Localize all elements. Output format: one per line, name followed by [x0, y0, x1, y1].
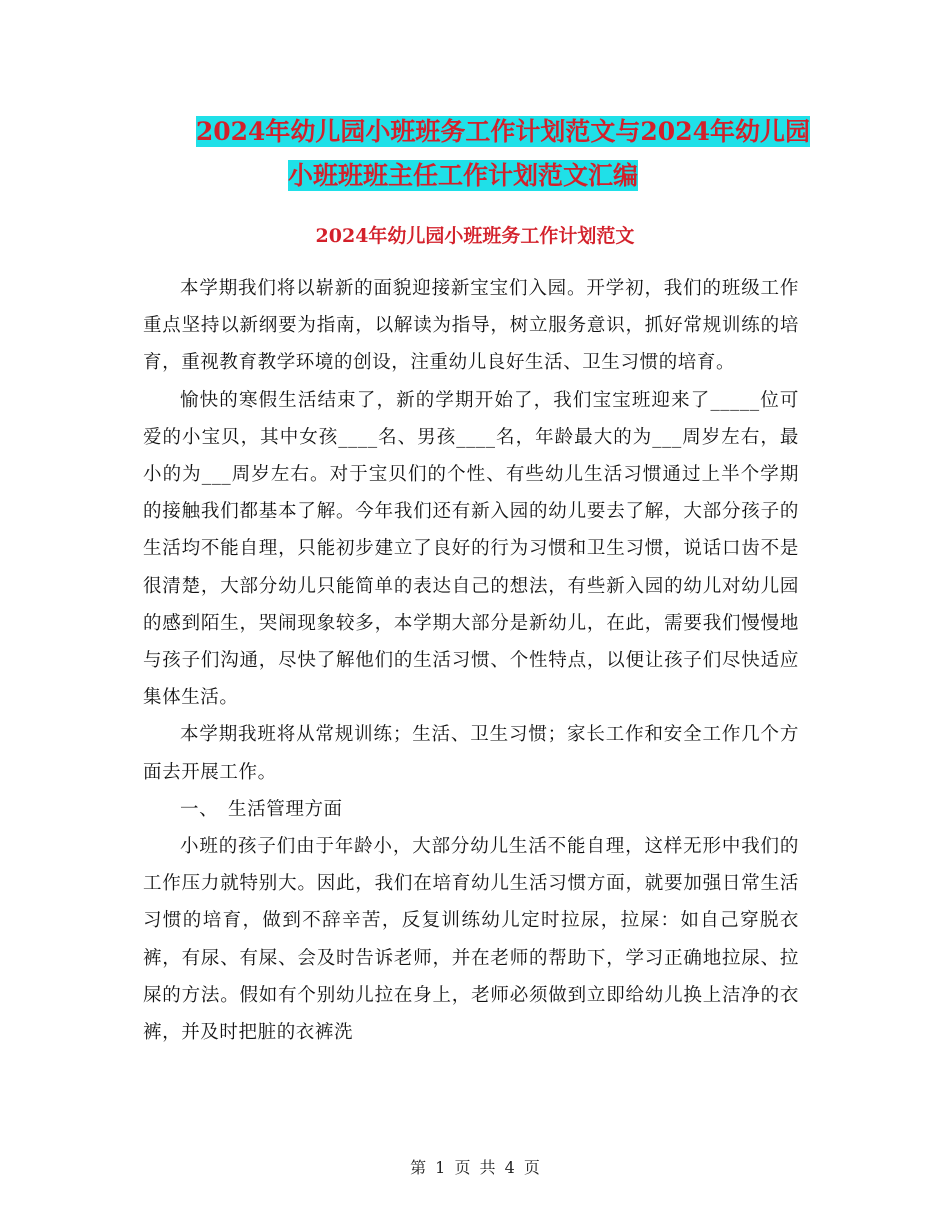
document-body	[143, 270, 799, 1051]
document-title-line-2	[288, 157, 638, 195]
title-highlight-2: 小班班班主任工作计划范文汇编	[288, 161, 639, 190]
title-highlight-1: 2024年幼儿园小班班务工作计划范文与2024年幼儿园	[195, 117, 810, 146]
document-title-line-1	[0, 113, 950, 151]
paragraph: 小班的孩子们由于年龄小，大部分幼儿生活不能自理，这样无形中我们的工作压力就特别大。因此，我们在培育幼儿生活习惯方面，就要加强日常生活习惯的培育，做到不辞辛苦，反复训练幼儿定时拉尿，拉屎：如自己穿脱衣裤，有尿、有屎、会及时告诉老师，并在老师的帮助下，学习正确地拉尿、拉屎的方法。假如有个别幼儿拉在身上，老师必须做到立即给幼儿换上洁净的衣裤，并及时把脏的衣裤洗	[143, 836, 799, 1044]
paragraph: 本学期我班将从常规训练；生活、卫生习惯；家长工作和安全工作几个方面去开展工作。	[143, 724, 799, 783]
section-title: 2024年幼儿园小班班务工作计划范文	[315, 225, 635, 247]
page-footer: 第 1 页 共 4 页	[410, 1158, 540, 1177]
paragraph: 愉快的寒假生活结束了，新的学期开始了，我们宝宝班迎来了_____位可爱的小宝贝，其中女孩____名、男孩____名，年龄最大的为___周岁左右，最小的为___周岁左右。对于宝贝们的个性、有些幼儿生活习惯通过上半个学期的接触我们都基本了解。今年我们还有新入园的幼儿要去了解，大部分孩子的生活均不能自理，只能初步建立了良好的行为习惯和卫生习惯，说话口齿不是很清楚，大部分幼儿只能简单的表达自己的想法，有些新入园的幼儿对幼儿园的感到陌生，哭闹现象较多，本学期大部分是新幼儿，在此，需要我们慢慢地与孩子们沟通，尽快了解他们的生活习惯、个性特点，以便让孩子们尽快适应集体生活。	[143, 389, 799, 709]
paragraph-heading: 一、 生活管理方面	[180, 798, 343, 820]
paragraph: 本学期我们将以崭新的面貌迎接新宝宝们入园。开学初，我们的班级工作重点坚持以新纲要为指南，以解读为指导，树立服务意识，抓好常规训练的培育，重视教育教学环境的创设，注重幼儿良好生活、卫生习惯的培育。	[143, 278, 799, 374]
